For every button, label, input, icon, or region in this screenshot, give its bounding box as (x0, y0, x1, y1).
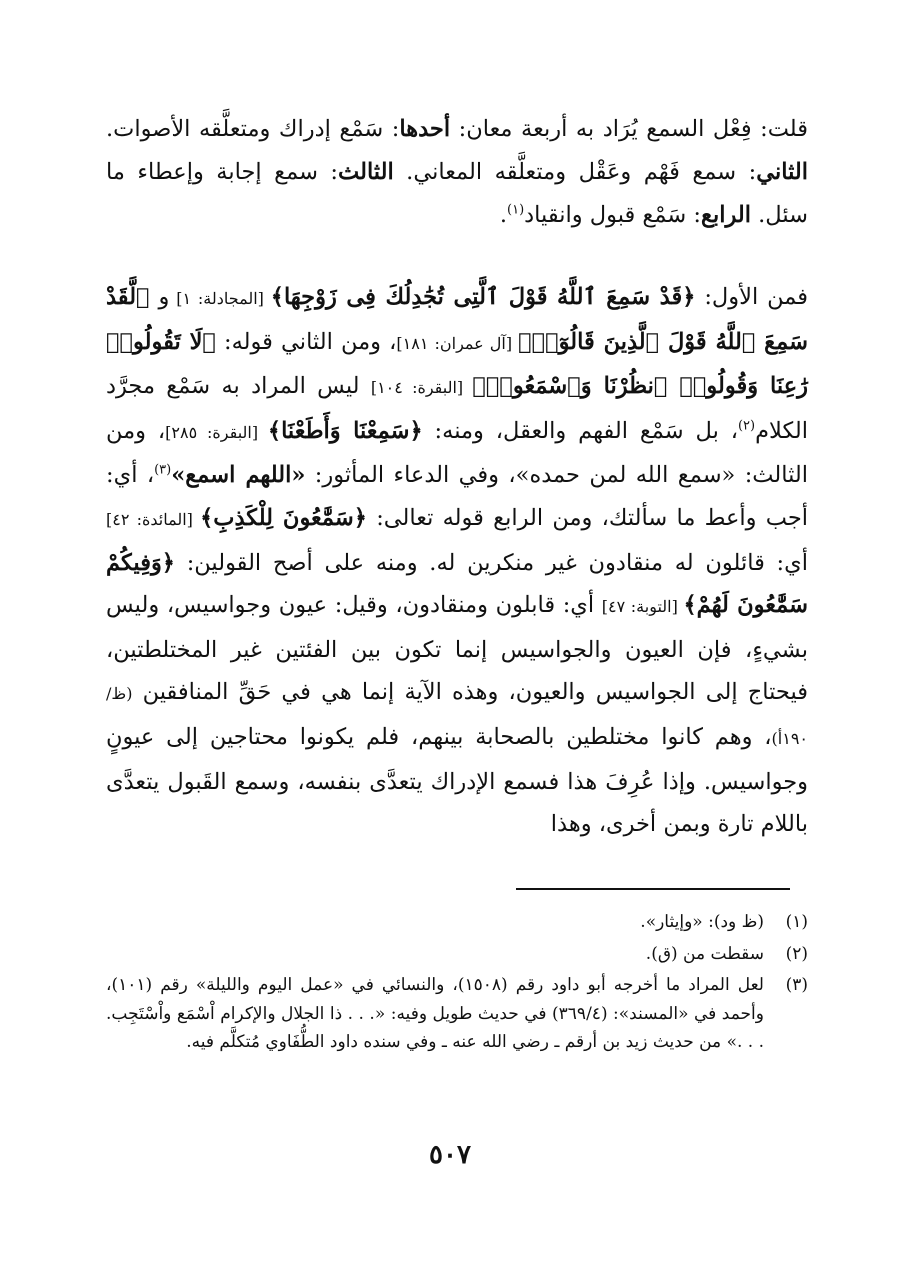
main-text: فمن الأول: ﴿قَدْ سَمِعَ ٱللَّهُ قَوْلَ ٱلَّتِى تُجَٰدِلُكَ فِى زَوْجِهَا﴾ [المجادلة: ١] و ﴿لَّقَدْ سَمِعَ ٱللَّهُ قَوْلَ ٱلَّذِينَ قَالُوٓا۟﴾ [آل عمران: ١٨١]، ومن الثاني قوله: ﴿لَا تَقُولُوا۟ رَٰعِنَا وَقُولُوا۟ ٱنظُرْنَا وَٱسْمَعُوا۟﴾ [البقرة: ١٠٤] ليس المراد به سَمْع مجرَّد الكلام$^{(٢)}$، بل سَمْع الفهم والعقل، ومنه: ﴿سَمِعْنَا وَأَطَعْنَا﴾ [البقرة: ٢٨٥]، ومن الثالث: «سمع الله لمن حمده»، وفي الدعاء المأثور: «اللهم اسمع»$^{(٣)}$، أي: أجب وأعط ما سألتك، ومن الرابع قوله تعالى: ﴿سَمَّٰعُونَ لِلْكَذِبِ﴾ [المائدة: ٤٢] أي: قائلون له منقادون غير منكرين له. ومنه على أصح القولين: ﴿وَفِيكُمْ سَمَّٰعُونَ لَهُمْ﴾ [التوبة: ٤٧] أي: قابلون ومنقادون، وقيل: عيون وجواسيس، وليس بشيءٍ، فإن العيون والجواسيس إنما تكون بين الفئتين غير المختلطتين، فيحتاج إلى الجواسيس والعيون، وهذه الآية إنما هي في حَقِّ المنافقين (ظ/١٩٠أ)، وهم كانوا مختلطين بالصحابة بينهم، فلم يكونوا محتاجين إلى عيونٍ وجواسيس. وإذا عُرِفَ هذا فسمع الإدراك يتعدَّى بنفسه، وسمع القَبول يتعدَّى باللام تارة وبمن أخرى، وهذا (106, 284, 809, 838)
label-second: الثاني (756, 159, 808, 185)
manuscript-reference: (ظ/١٩٠أ) (106, 684, 808, 748)
footnote-marker-2: (٢) (737, 418, 756, 434)
verse-reference: [المجادلة: ١] (169, 289, 271, 308)
verse-reference: [آل عمران: ١٨١] (396, 333, 519, 353)
quran-verse: ﴿سَمَّٰعُونَ لِلْكَذِبِ﴾ (200, 504, 367, 531)
dua-phrase: «اللهم اسمع» (171, 462, 306, 489)
quran-verse: ﴿وَفِيكُمْ سَمَّٰعُونَ لَهُمْ﴾ (106, 549, 808, 619)
footnote-separator (516, 888, 790, 890)
footnote-number: (٣) (785, 975, 808, 995)
footnote-marker-1: (١) (507, 202, 525, 218)
footnote-2 (106, 940, 808, 969)
quran-verse: ﴿قَدْ سَمِعَ ٱللَّهُ قَوْلَ ٱلَّتِى تُجَٰدِلُكَ فِى زَوْجِهَا﴾ (270, 284, 696, 310)
footnote-text: لعل المراد ما أخرجه أبو داود رقم (١٥٠٨)، والنسائي في «عمل اليوم والليلة» رقم (١٠١)، وأحمد في «المسند»: (٣٦٩/٤) في حديث طويل وفيه: «. . . ذا الجلال والإكرام اْسْمَع واْسْتَجِب. . . .» من حديث زيد بن أرقم ـ رضي الله عنه ـ وفي سنده داود الطُّفَاوي مُتكلَّم فيه. (106, 975, 764, 1052)
footnote-3 (106, 971, 808, 1057)
main-paragraph (106, 276, 808, 846)
meanings-text: قلت: فِعْل السمع يُرَاد به أربعة معان: أحدها: سَمْع إدراك ومتعلَّقه الأصوات. الثاني: سمع فَهْم وعَقْل ومتعلَّقه المعاني. الثالث: سمع إجابة وإعطاء ما سئل. الرابع: سَمْع قبول وانقياد$^{(١)}$. (106, 116, 808, 228)
verse-reference: [البقرة: ١٠٤] (370, 378, 473, 398)
label-third: الثالث (338, 159, 394, 185)
verse-reference: [المائدة: ٤٢] (106, 509, 201, 529)
quran-verse: ﴿لَّقَدْ سَمِعَ ٱللَّهُ قَوْلَ ٱلَّذِينَ قَالُوٓا۟﴾ (106, 284, 809, 355)
label-fourth: الرابع (700, 202, 751, 228)
quran-verse: ﴿سَمِعْنَا وَأَطَعْنَا﴾ (267, 417, 423, 444)
intro-paragraph (106, 108, 808, 237)
footnote-1 (106, 908, 808, 937)
quran-verse: ﴿لَا تَقُولُوا۟ رَٰعِنَا وَقُولُوا۟ ٱنظُرْنَا وَٱسْمَعُوا۟﴾ (106, 328, 808, 400)
footnote-number: (٢) (785, 943, 808, 964)
footnote-text: (ظ ود): «وإيثار». (640, 912, 764, 932)
footnote-text: سقطت من (ق). (645, 943, 764, 964)
footnote-marker-3: (٣) (154, 462, 172, 478)
footnotes (106, 908, 808, 1060)
verse-reference: [البقرة: ٢٨٥] (165, 422, 268, 442)
verse-reference: [التوبة: ٤٧] (601, 597, 684, 617)
footnote-number: (١) (785, 912, 808, 932)
page-number: ٥٠٧ (429, 1140, 471, 1170)
label-first: أحدها (399, 116, 451, 142)
